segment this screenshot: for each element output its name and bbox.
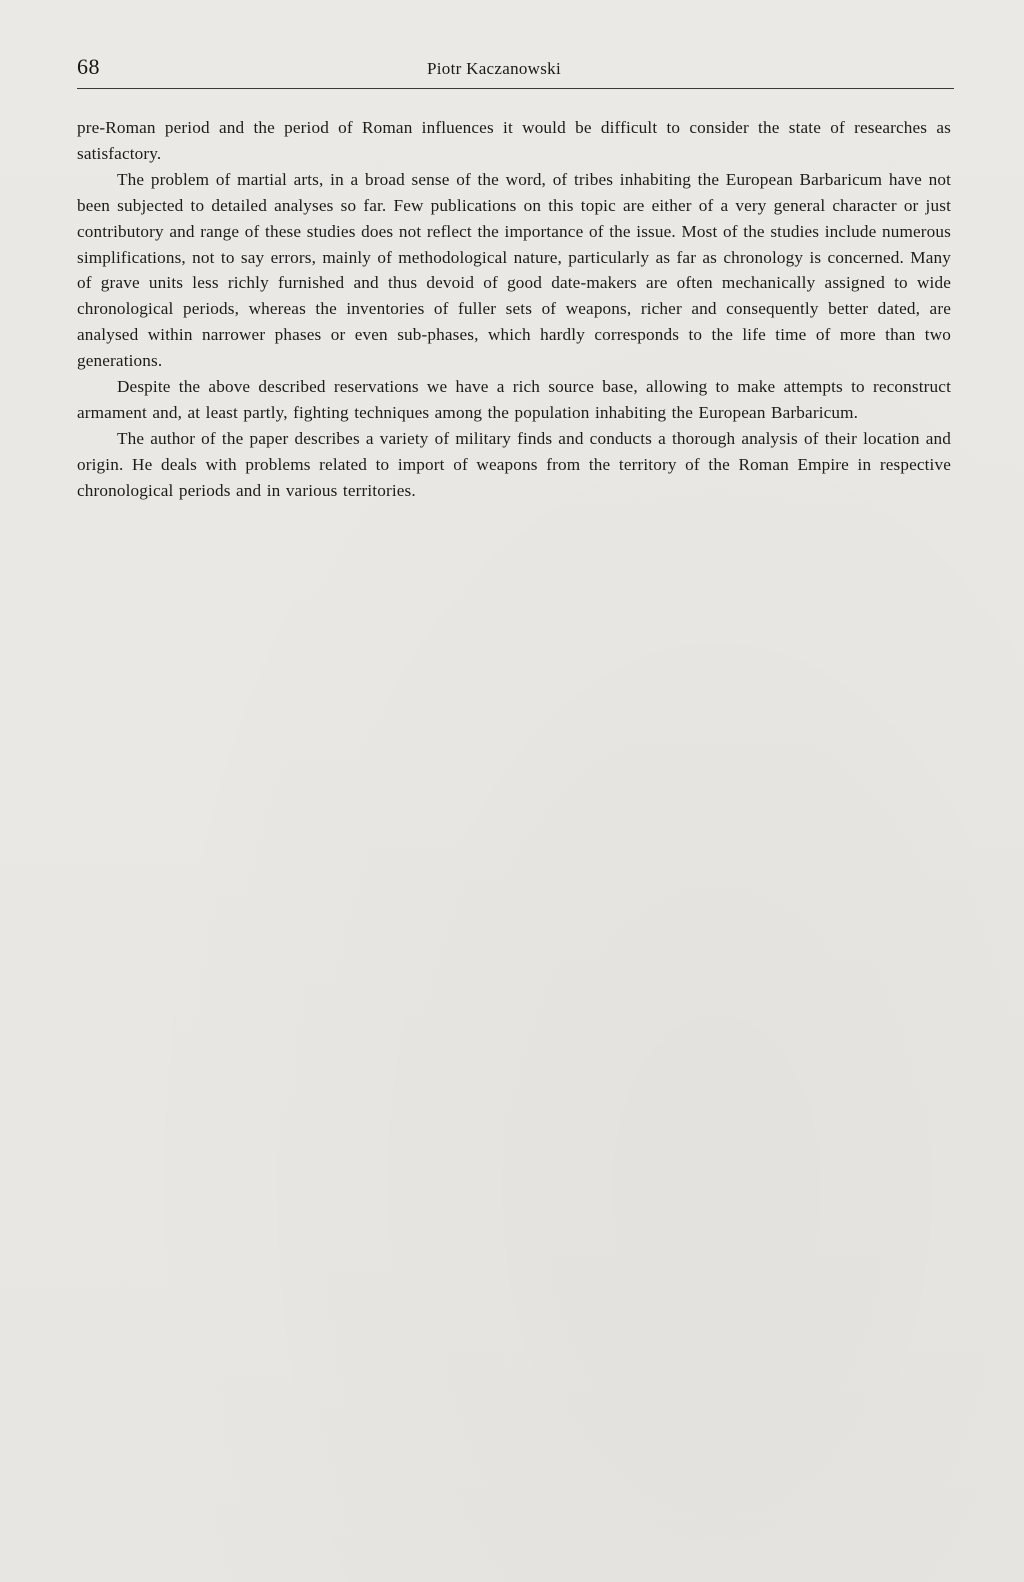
running-head-author: Piotr Kaczanowski — [427, 59, 561, 78]
paragraph-martial-arts: The problem of martial arts, in a broad sense of the word, of tribes inhabiting the European Barbaricum have not been subjected to detailed analyses so far. Few publications on this topic are either of a very general character or just contributory and range of these studies does not reflect the importance of the issue. Most of the studies include numerous simplifications, not to say errors, mainly of methodological nature, particularly as far as chronology is concerned. Many of grave units less richly furnished and thus devoid of good date-makers are often mechanically assigned to wide chronological periods, whereas the inventories of fuller sets of weapons, richer and consequently better dated, are analysed within narrower phases or even sub-phases, which hardly corresponds to the life time of more than two generations. — [77, 169, 951, 371]
paragraph-source-base: Despite the above described reservations we have a rich source base, allowing to make attempts to reconstruct armament and, at least partly, fighting techniques among the population inhabiting the European Barbaricum. — [77, 377, 951, 422]
header-rule — [77, 88, 954, 89]
page-number: 68 — [77, 54, 100, 79]
paragraph-author-summary: The author of the paper describes a variety of military finds and conducts a thorough analysis of their location and origin. He deals with problems related to import of weapons from the territory of the Roman Empire in respective chronological periods and in various territories. — [77, 428, 951, 500]
body-text — [77, 115, 951, 504]
running-head — [77, 54, 957, 88]
paragraph-continuation: pre-Roman period and the period of Roman influences it would be difficult to consider the state of researches as satisfactory. — [77, 118, 951, 163]
